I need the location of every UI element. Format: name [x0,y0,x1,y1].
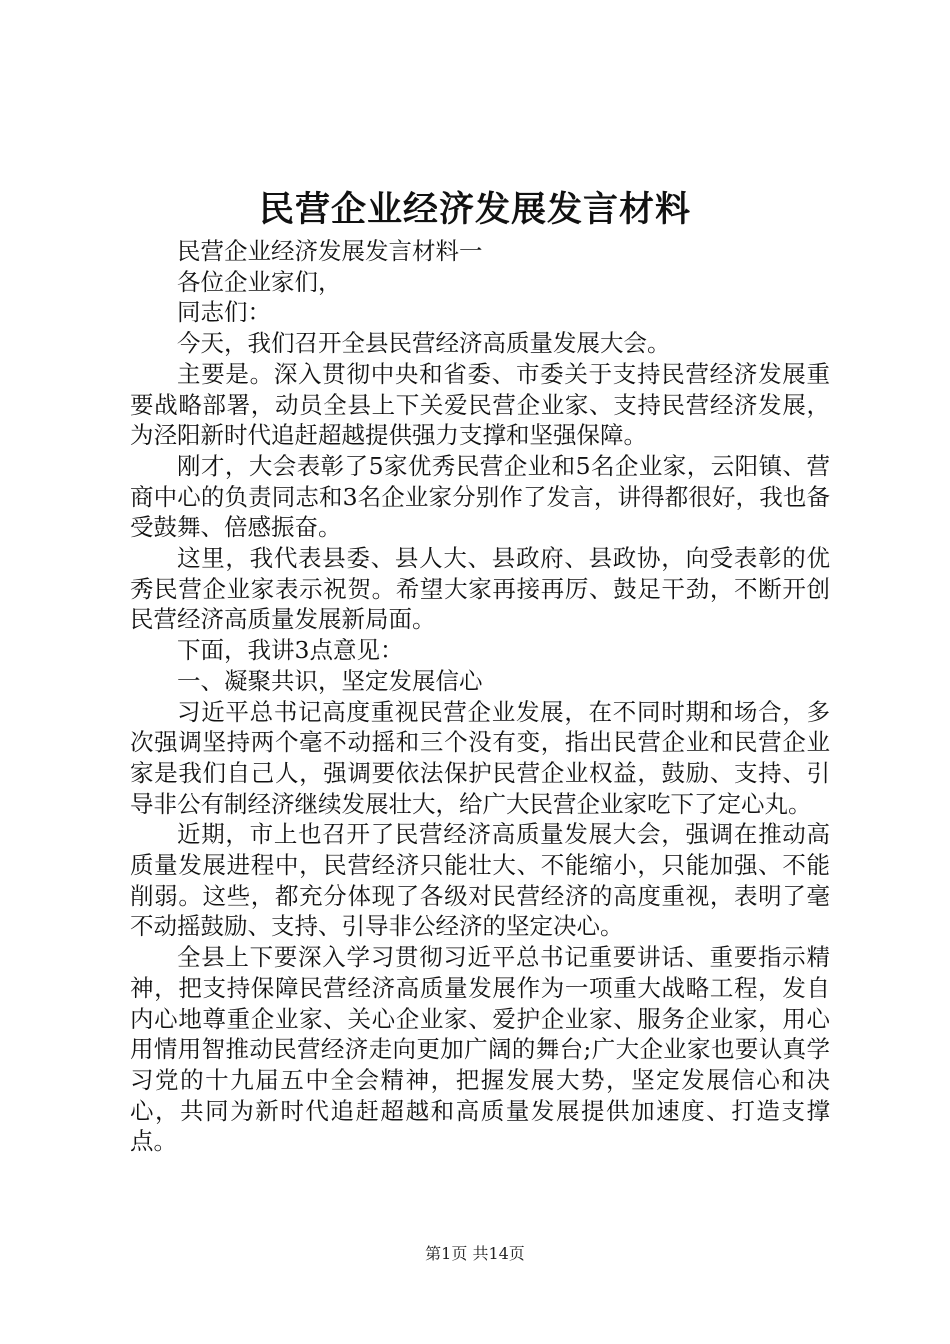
section-heading: 一、凝聚共识，坚定发展信心 [177,666,483,695]
paragraph: 全县上下要深入学习贯彻习近平总书记重要讲话、重要指示精神，把支持保障民营经济高质量发展作为一项重大战略工程，发自内心地尊重企业家、关心企业家、爱护企业家、服务企业家，用心用情用智推动民营经济走向更加广阔的舞台;广大企业家也要认真学习党的十九届五中全会精神，把握发展大势，坚定发展信心和决心，共同为新时代追赶超越和高质量发展提供加速度、打造支撑点。 [130,943,830,1156]
paragraph: 下面，我讲3点意见： [177,636,404,665]
document-title: 民营企业经济发展发言材料 [258,189,691,230]
paragraph: 各位企业家们， [177,267,342,296]
document-body [130,236,830,1157]
paragraph: 民营企业经济发展发言材料一 [177,237,483,265]
paragraph: 近期，市上也召开了民营经济高质量发展大会，强调在推动高质量发展进程中，民营经济只能壮大、不能缩小，只能加强、不能削弱。这些，都充分体现了各级对民营经济的高度重视，表明了毫不动摇鼓励、支持、引导非公经济的坚定决心。 [130,820,830,941]
paragraph: 同志们： [177,298,271,327]
paragraph: 习近平总书记高度重视民营企业发展，在不同时期和场合，多次强调坚持两个毫不动摇和三个没有变，指出民营企业和民营企业家是我们自己人，强调要依法保护民营企业权益，鼓励、支持、引导非公有制经济继续发展壮大，给广大民营企业家吃下了定心丸。 [130,697,830,818]
paragraph: 这里，我代表县委、县人大、县政府、县政协，向受表彰的优秀民营企业家表示祝贺。希望大家再接再厉、鼓足干劲，不断开创民营经济高质量发展新局面。 [130,544,830,634]
paragraph: 主要是。深入贯彻中央和省委、市委关于支持民营经济发展重要战略部署，动员全县上下关爱民营企业家、支持民营经济发展，为泾阳新时代追赶超越提供强力支撑和坚强保障。 [130,359,830,450]
paragraph: 今天，我们召开全县民营经济高质量发展大会。 [177,329,671,358]
paragraph: 刚才，大会表彰了5家优秀民营企业和5名企业家，云阳镇、营商中心的负责同志和3名企业家分别作了发言，讲得都很好，我也备受鼓舞、倍感振奋。 [130,451,830,542]
page-number-footer: 第1页 共14页 [425,1244,525,1263]
